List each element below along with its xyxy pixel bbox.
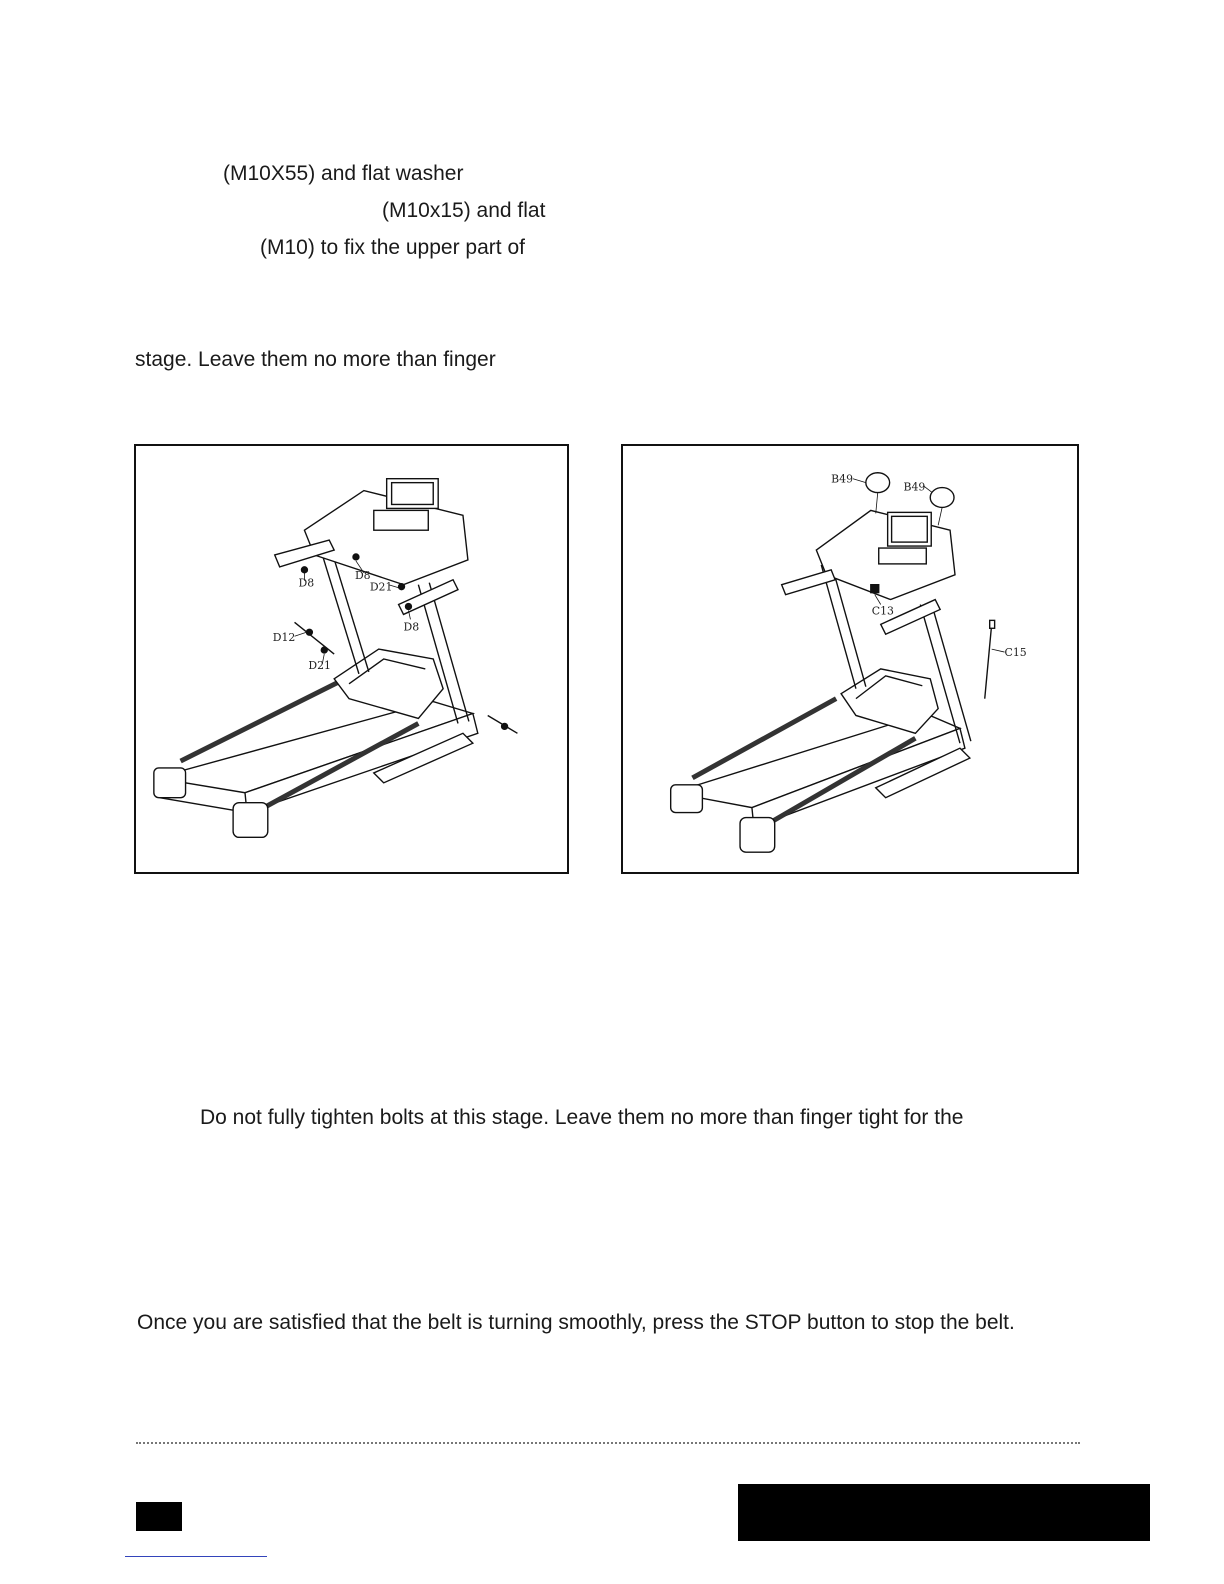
- page-number-box: [136, 1502, 182, 1531]
- assembly-figure-left: [134, 444, 569, 874]
- instruction-line-3: (M10) to fix the upper part of: [260, 236, 525, 259]
- instruction-line-2: (M10x15) and flat: [382, 199, 546, 222]
- instruction-line-4: stage. Leave them no more than finger: [135, 348, 496, 371]
- label-d21-lower: D21: [308, 658, 331, 672]
- instruction-line-1: (M10X55) and flat washer: [223, 162, 464, 185]
- treadmill-drawing-left: [136, 446, 567, 872]
- label-d8-center: D8: [354, 568, 371, 582]
- footer-underline: [125, 1556, 267, 1557]
- label-d12: D12: [272, 631, 296, 645]
- dotted-separator: [136, 1442, 1080, 1444]
- treadmill-drawing-right: [623, 446, 1077, 872]
- label-b49-left: B49: [831, 472, 854, 486]
- assembly-figure-right: [621, 444, 1079, 874]
- label-c15: C15: [1004, 646, 1027, 660]
- label-d8-left: D8: [298, 576, 315, 590]
- label-b49-right: B49: [903, 480, 926, 494]
- label-d8-right: D8: [403, 620, 420, 634]
- warning-note: Do not fully tighten bolts at this stage. Leave them no more than finger tight for the: [200, 1106, 964, 1129]
- final-instruction: Once you are satisfied that the belt is turning smoothly, press the STOP button to stop the belt.: [137, 1311, 1015, 1334]
- label-c13: C13: [871, 604, 894, 618]
- label-d21-upper: D21: [369, 580, 393, 594]
- footer-bar: [738, 1484, 1150, 1541]
